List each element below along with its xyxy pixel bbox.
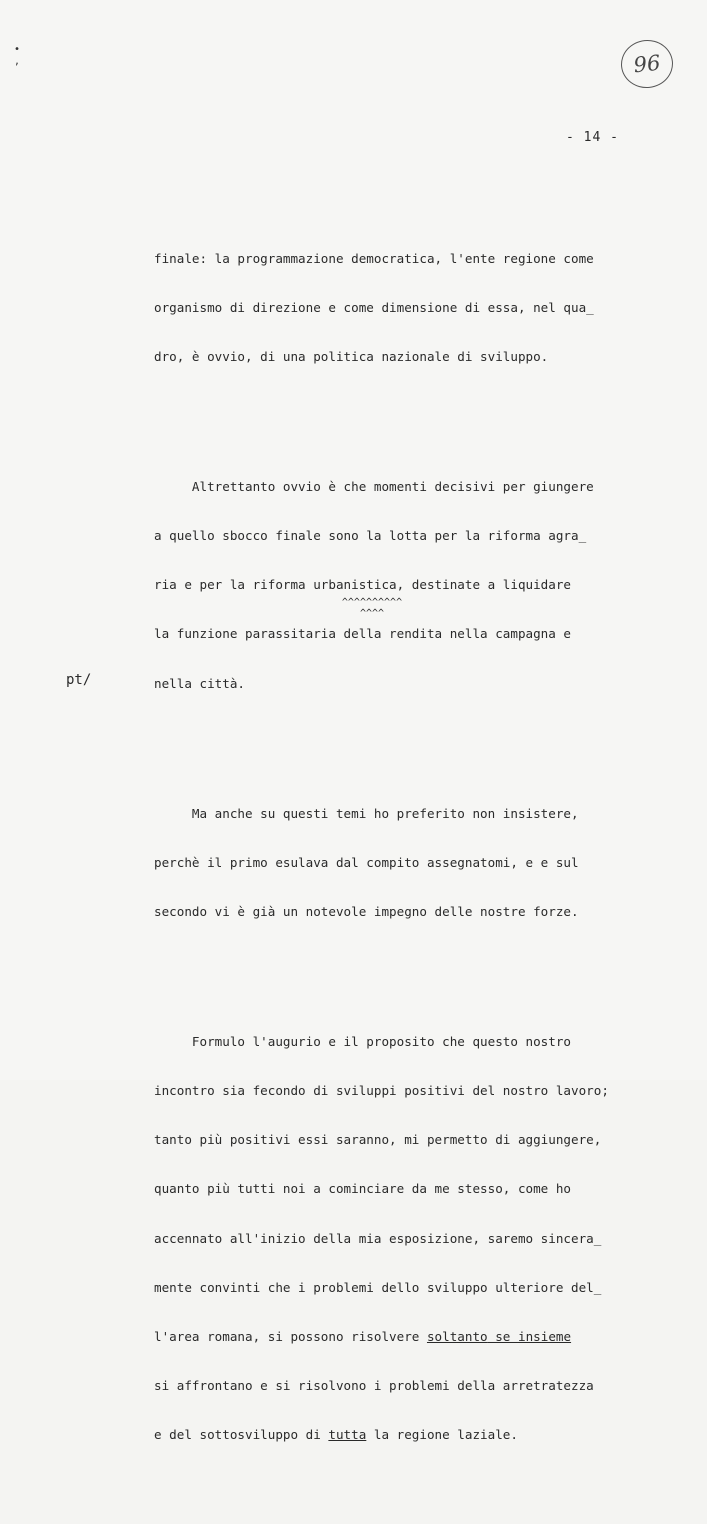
text-line bbox=[154, 1329, 654, 1345]
document-body bbox=[154, 185, 654, 1524]
text-fragment: se bbox=[487, 1328, 518, 1344]
text-line: quanto più tutti noi a cominciare da me stesso, come ho bbox=[154, 1181, 572, 1197]
text-fragment: e del sottosviluppo di bbox=[154, 1427, 329, 1443]
separator-line-1: ^^^^^^^^^^ bbox=[341, 597, 403, 608]
text-fragment: la regione laziale. bbox=[366, 1427, 518, 1443]
text-line: mente convinti che i problemi dello sviluppo ulteriore del_ bbox=[154, 1279, 602, 1295]
text-line: Formulo l'augurio e il proposito che questo nostro bbox=[154, 1033, 572, 1049]
archive-stamp: 96 bbox=[619, 37, 676, 90]
text-line: accennato all'inizio della mia esposizione, saremo sincera_ bbox=[154, 1230, 602, 1246]
underlined-word-tutta: tutta bbox=[328, 1427, 367, 1443]
text-line: si affrontano e si risolvono i problemi della arretratezza bbox=[154, 1378, 594, 1394]
text-line: organismo di direzione e come dimensione di essa, nel qua_ bbox=[154, 299, 594, 315]
text-line: dro, è ovvio, di una politica nazionale di sviluppo. bbox=[154, 349, 549, 365]
closing-separator bbox=[326, 597, 418, 619]
text-fragment: l'area romana, si possono risolvere bbox=[154, 1328, 427, 1344]
paragraph-4 bbox=[154, 1001, 654, 1477]
underlined-word-insieme: insieme bbox=[517, 1328, 572, 1344]
text-line: tanto più positivi essi saranno, mi permetto di aggiungere, bbox=[154, 1132, 602, 1148]
margin-marks: • , bbox=[14, 44, 21, 67]
text-line: Altrettanto ovvio è che momenti decisivi per giungere bbox=[154, 478, 594, 494]
paragraph-1 bbox=[154, 218, 654, 398]
text-line: Ma anche su questi temi ho preferito non insistere, bbox=[154, 805, 579, 821]
separator-line-2: ^^^^ bbox=[359, 608, 385, 619]
page-number: - 14 - bbox=[566, 130, 619, 145]
text-line: secondo vi è già un notevole impegno delle nostre forze. bbox=[154, 903, 579, 919]
text-line: incontro sia fecondo di sviluppi positivi del nostro lavoro; bbox=[154, 1082, 609, 1098]
text-line bbox=[154, 1427, 654, 1443]
text-line: ria e per la riforma urbanistica, destinate a liquidare bbox=[154, 577, 572, 593]
text-line: perchè il primo esulava dal compito assegnatomi, e e sul bbox=[154, 854, 579, 870]
text-line: la funzione parassitaria della rendita nella campagna e bbox=[154, 626, 572, 642]
text-line: finale: la programmazione democratica, l'ente regione come bbox=[154, 250, 594, 266]
text-line: nella città. bbox=[154, 675, 245, 691]
paragraph-2 bbox=[154, 446, 654, 725]
text-line: a quello sbocco finale sono la lotta per la riforma agra_ bbox=[154, 528, 587, 544]
paragraph-3 bbox=[154, 773, 654, 953]
typist-initials: pt/ bbox=[66, 672, 92, 688]
underlined-word-soltanto: soltanto bbox=[426, 1328, 488, 1344]
